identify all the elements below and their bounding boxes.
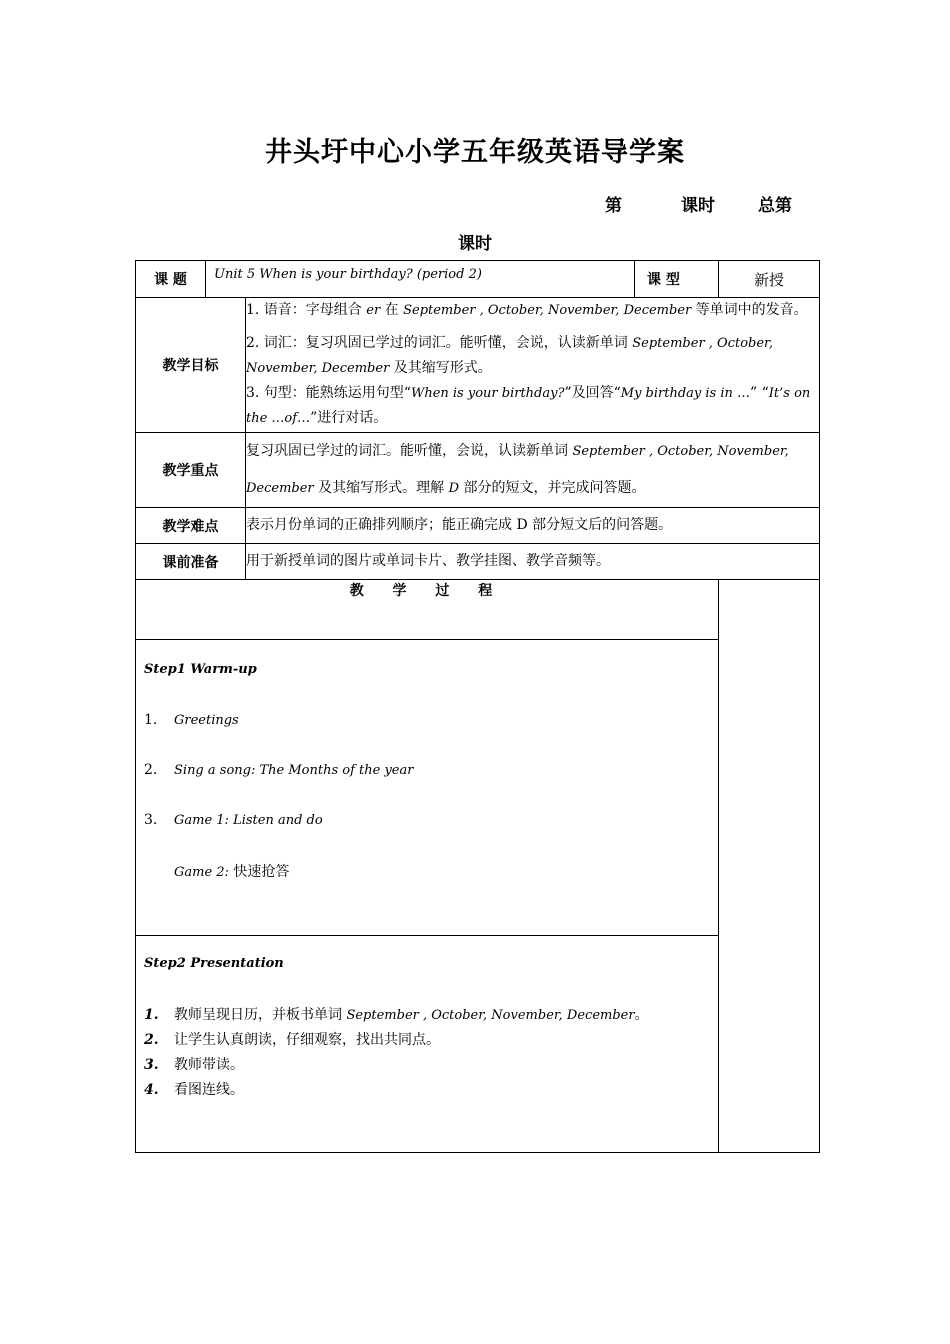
objectives-row <box>136 298 820 433</box>
type-value: 新授 <box>719 261 820 298</box>
period-label: 课时 <box>681 196 715 216</box>
preparation-row <box>136 544 820 580</box>
step2-cell <box>136 936 719 1153</box>
topic-row <box>136 261 820 298</box>
topic-value: Unit 5 When is your birthday? (period 2) <box>206 261 635 298</box>
step2-row <box>136 936 820 1153</box>
topic-label: 课 题 <box>136 261 206 298</box>
notes-column <box>719 580 820 1153</box>
list-item: Game 2: 快速抢答 <box>174 864 290 880</box>
step1-row <box>136 640 820 936</box>
total-period-label: 课时 <box>458 234 492 254</box>
key-points-content: 复习巩固已学过的词汇。能听懂，会说，认读新单词 September , October, November, December 及其缩写形式。理解 D 部分的短文，并完成问答题。 <box>246 433 820 508</box>
difficulties-row <box>136 508 820 544</box>
key-points-label: 教学重点 <box>136 433 246 508</box>
difficulties-value: 表示月份单词的正确排列顺序；能正确完成 D 部分短文后的问答题。 <box>246 508 820 544</box>
process-title: 教 学 过 程 <box>136 580 719 640</box>
objective-sentences: 3. 句型：能熟练运用句型“When is your birthday?”及回答“My birthday is in …” “It’s on the …of…”进行对话。 <box>246 385 811 426</box>
step1-cell <box>136 640 719 936</box>
objectives-label: 教学目标 <box>136 298 246 433</box>
objectives-content <box>246 298 820 433</box>
step1-title: Step1 Warm-up <box>144 662 257 677</box>
preparation-value: 用于新授单词的图片或单词卡片、教学挂图、教学音频等。 <box>246 544 820 580</box>
list-item: 2. Sing a song: The Months of the year <box>144 762 414 778</box>
objective-phonics: 1. 语音：字母组合 er 在 September , October, November, December 等单词中的发音。 <box>246 302 808 318</box>
process-title-row <box>136 580 820 640</box>
key-points-row <box>136 433 820 508</box>
lesson-number-label: 第 <box>605 196 622 216</box>
lesson-plan-table <box>135 260 820 1153</box>
total-label: 总第 <box>758 196 792 216</box>
step2-title: Step2 Presentation <box>144 956 284 971</box>
list-item: 4. 看图连线。 <box>144 1082 244 1098</box>
objective-vocabulary: 2. 词汇：复习巩固已学过的词汇。能听懂，会说，认读新单词 September , October, November, December 及其缩写形式。 <box>246 335 773 376</box>
page-title: 井头圩中心小学五年级英语导学案 <box>265 137 685 168</box>
preparation-label: 课前准备 <box>136 544 246 580</box>
list-item: 3. Game 1: Listen and do <box>144 812 323 828</box>
list-item: 2. 让学生认真朗读，仔细观察，找出共同点。 <box>144 1032 440 1048</box>
difficulties-label: 教学难点 <box>136 508 246 544</box>
list-item: 1. 教师呈现日历，并板书单词 September , October, November, December。 <box>144 1007 649 1023</box>
list-item: 3. 教师带读。 <box>144 1057 244 1073</box>
type-label: 课 型 <box>635 261 719 298</box>
list-item: 1. Greetings <box>144 712 239 728</box>
